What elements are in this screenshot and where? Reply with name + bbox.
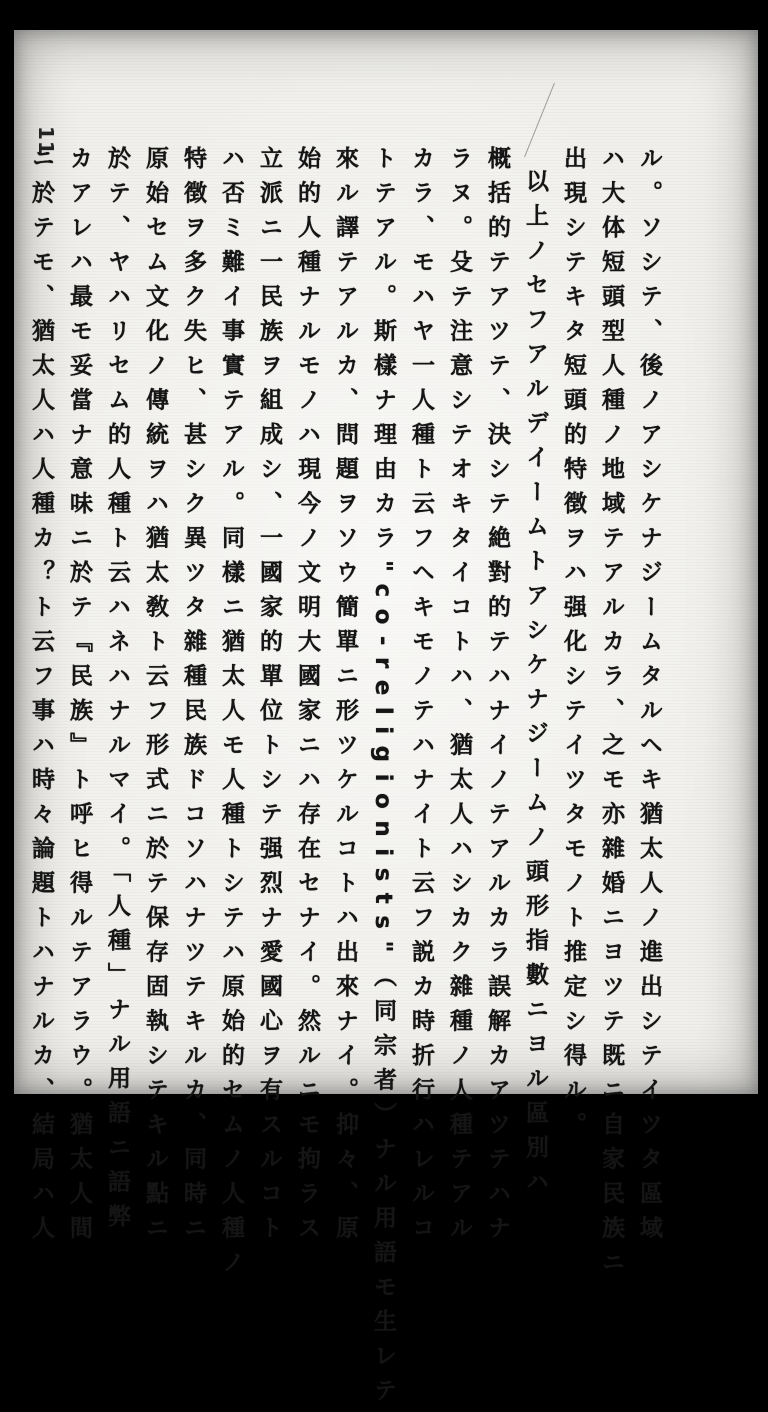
text-column: ニ於テモ、猶太人ハ人種カ？ト云フ事ハ時々論題トハナルカ、結局ハ人 (28, 146, 54, 1250)
text-column: 以上ノセフアルデイームトアシケナジームノ頭形指數ニヨル區別ハ (522, 169, 548, 1204)
text-column: 概括的テアツテ、決シテ絶對的テハナイノテアルカラ誤解カアツテハナ (484, 146, 510, 1250)
book-page (14, 30, 758, 1412)
page-number: 11 (34, 126, 58, 156)
text-column: 始的人種ナルモノハ現今ノ文明大國家ニハ存在セナイ。然ルニモ拘ラス (294, 146, 320, 1250)
text-column: カラ、モハヤ一人種ト云フヘキモノテハナイト云フ説カ時折行ハレルコ (408, 146, 434, 1250)
text-column: カアレハ最モ妥當ナ意味ニ於テ『民族』ト呼ヒ得ルテアラウ。猶太人間 (66, 146, 92, 1250)
text-column: 於テ、ヤハリセム的人種ト云ハネハナルマイ。「人種」ナル用語ニ語弊 (104, 146, 130, 1239)
text-column: 原始セム文化ノ傳統ヲハ猶太敎ト云フ形式ニ於テ保存固執シテキル點ニ (142, 146, 168, 1250)
text-column: 出現シテキタ短頭的特徴ヲハ强化シテイツタモノト推定シ得ル。 (560, 146, 586, 1147)
text-column: ハ否ミ難イ事實テアル。同樣ニ猶太人モ人種トシテハ原始的セムノ人種ノ (218, 146, 244, 1285)
text-column: ル。ソシテ、後ノアシケナジームタルヘキ猶太人ノ進出シテイツタ區域 (636, 146, 662, 1250)
body-text (22, 146, 668, 1412)
text-column: 立派ニ一民族ヲ組成シ、一國家的單位トシテ强烈ナ愛國心ヲ有スルコト (256, 146, 282, 1250)
text-column: 來ル譯テアルカ、問題ヲソウ簡單ニ形ツケルコトハ出來ナイ。抑々、原 (332, 146, 358, 1250)
text-column: 特徴ヲ多ク失ヒ、甚シク異ツタ雜種民族ドコソハナツテキルカ、同時ニ (180, 146, 206, 1250)
text-column: ハ大体短頭型人種ノ地域テアルカラ、之モ亦雜婚ニヨツテ既ニ自家民族ニ (598, 146, 624, 1285)
text-column: ラヌ。殳テ注意シテオキタイコトハ、猶太人ハシカク雜種ノ人種テアル (446, 146, 472, 1250)
text-column: トテアル。斯樣ナ理由カラ"co-religionists"（同宗者）ナル用語モ生レテ (370, 146, 396, 1412)
